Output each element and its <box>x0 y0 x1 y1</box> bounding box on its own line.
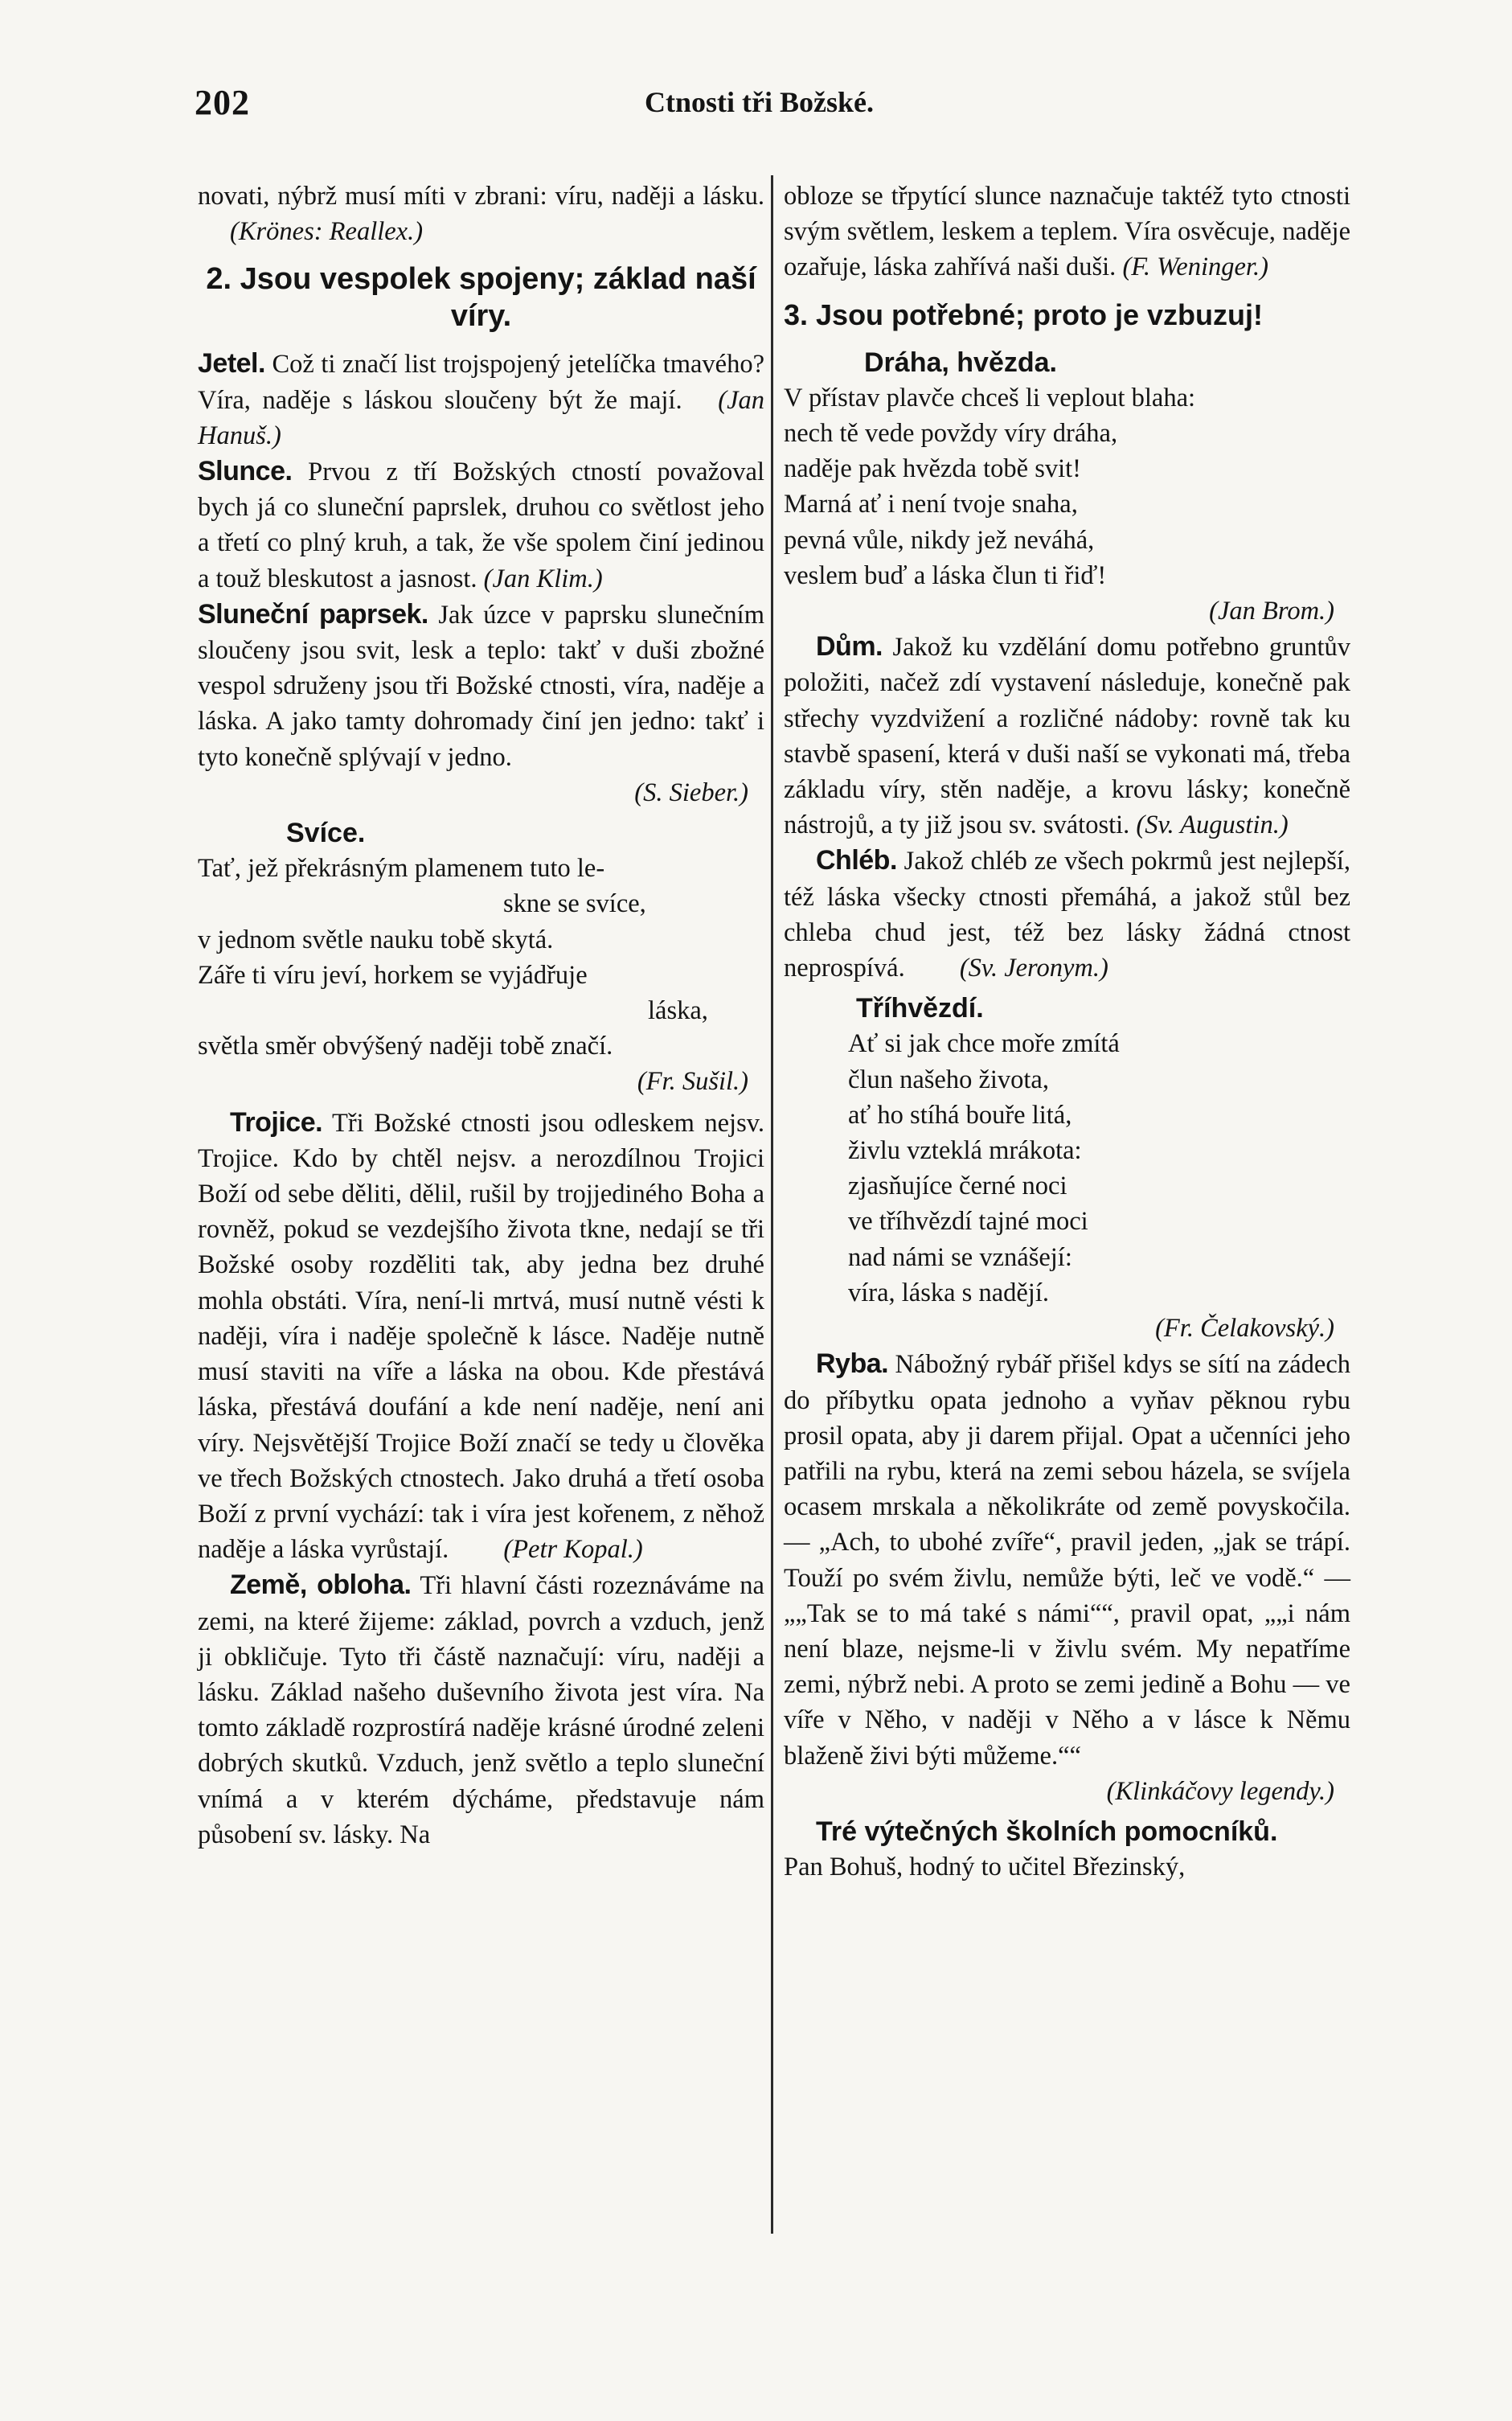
poem-trihvezdi <box>784 1026 1350 1311</box>
jetel-source: (Jan Hanuš.) <box>198 385 765 450</box>
poem-line: ať ho stíhá bouře litá, <box>848 1100 1072 1130</box>
ryba-text: Nábožný rybář přišel kdys se sítí na zádech do příbytku opata jednoho a vyňav pěknou rybu prosil opata, aby ji darem přijal. Opat a učenníci jeho patřili na rybu, která na zemi sebou házela, se svíjela ocasem mrskala a několikráte od země povyskočila. — „Ach, to ubohé zvíře“, pravil jeden, „jak se trápí. Touží po svém živlu, nemůže býti, leč ve vodě.“ — „„Tak se to má také s námi““, pravil opat, „„i nám není blaze, nejsme-li v živlu svém. My nepatříme zemi, nýbrž nebi. A proto se zemi jedině a Bohu — ve víře v Něho, v naději v Něho a v lásce k Němu blaženě živi býti můžeme.““ <box>784 1350 1350 1771</box>
poem-line: víra, láska s nadějí. <box>848 1278 1049 1307</box>
poem-line: naděje pak hvězda tobě svit! <box>784 454 1081 484</box>
dum-source: (Sv. Augustin.) <box>1136 810 1289 840</box>
paprsek-text: Jak úzce v paprsku slunečním sloučeny jsou svit, lesk a teplo: takť v duši zbožné vespol sdruženy jsou tři Božské ctnosti, víra, naděje a láska. A jako tamty dohromady činí jen jedno: takť i tyto konečně splývají v jedno. <box>198 600 764 772</box>
poem-line: pevná vůle, nikdy jež neváhá, <box>784 525 1095 555</box>
poem-line: veslem buď a láska člun ti řiď! <box>784 560 1107 590</box>
poem-line: Ať si jak chce moře zmítá <box>848 1029 1120 1059</box>
poem-line: člun našeho života, <box>848 1065 1049 1094</box>
dum-text: Jakož ku vzdělání domu potřebno gruntův položiti, načež zdí vystavení následuje, konečně pak střechy vyzdvižení a rozličné nádoby: rovně tak ku stavbě spasení, která v duši naší se vykonati má, třeba základu víry, stěn naděje, a krovu lásky; konečně nástrojů, a ty již jsou sv. svátosti. <box>784 633 1350 840</box>
entry-ryba <box>784 1346 1350 1773</box>
keyword-ryba: Ryba. <box>816 1348 889 1380</box>
keyword-dum: Dům. <box>816 631 883 663</box>
intro-text: novati, nýbrž musí míti v zbrani: víru, naději a lásku. <box>198 182 764 211</box>
left-column <box>198 178 764 1853</box>
intro-source: (Krönes: Reallex.) <box>230 217 424 247</box>
heading-pomocniku: Tré výtečných školních pomocníků. <box>816 1816 1278 1847</box>
entry-paprsek <box>198 597 764 775</box>
keyword-zeme: Země, obloha. <box>230 1570 412 1601</box>
keyword-jetel: Jetel. <box>198 348 265 380</box>
poem-line: nad námi se vznášejí: <box>848 1242 1072 1272</box>
keyword-chleb: Chléb. <box>816 845 897 876</box>
trojice-source: (Petr Kopal.) <box>503 1535 643 1565</box>
poem-line: Marná ať i není tvoje snaha, <box>784 490 1078 519</box>
continuation-text: obloze se třpytící slunce naznačuje taktéž tyto ctnosti svým světlem, leskem a teplem. Víra osvěcuje, naděje ozařuje, láska zahřívá naši duši. <box>784 182 1350 282</box>
right-column <box>784 178 1350 1885</box>
poem-line: Záře ti víru jeví, horkem se vyjádřuje <box>198 960 588 990</box>
keyword-trihvezdi: Tříhvězdí. <box>856 993 984 1024</box>
poem-line: láska, <box>648 996 708 1026</box>
page-number: 202 <box>195 83 250 122</box>
poem-svice <box>198 851 764 1064</box>
trihvezdi-source: (Fr. Čelakovský.) <box>1155 1314 1334 1344</box>
zeme-text: Tři hlavní části rozeznáváme na zemi, na které žijeme: základ, povrch a vzduch, jenž ji obkličuje. Tyto tři částě naznačují: víru, naději a lásku. Základ našeho duševního života jest víra. Na tomto základě rozprostírá naděje krásné úrodné zeleni dobrých skutků. Vzduch, jenž světlo a teplo sluneční vnímá a v kterém dýcháme, představuje nám působení sv. lásky. Na <box>198 1571 764 1849</box>
continuation-source: (F. Weninger.) <box>1122 252 1268 282</box>
slunce-source: (Jan Klim.) <box>483 564 603 593</box>
poem-line: Tať, jež překrásným plamenem tuto le- <box>198 854 605 884</box>
poem-line: světla směr obvýšený naději tobě značí. <box>198 1032 613 1061</box>
poem-line: ve tříhvězdí tajné moci <box>848 1207 1088 1237</box>
entry-slunce <box>198 453 764 597</box>
entry-jetel <box>198 346 764 453</box>
paprsek-source: (S. Sieber.) <box>634 778 748 807</box>
keyword-svice: Svíce. <box>286 818 366 849</box>
page-header <box>195 82 1304 130</box>
keyword-paprsek: Sluneční paprsek. <box>198 598 428 630</box>
entry-trojice <box>198 1105 764 1568</box>
section-heading-2: 2. Jsou vespolek spojeny; základ naší víry. <box>206 262 756 334</box>
column-divider <box>771 175 773 2234</box>
running-title: Ctnosti tři Božské. <box>645 86 874 118</box>
entry-zeme <box>198 1567 764 1853</box>
poem-line: nech tě vede povždy víry dráha, <box>784 419 1118 449</box>
poem-draha <box>784 380 1350 593</box>
slunce-text: Prvou z tří Božských ctností považoval bych já co sluneční paprslek, druhou co světlost jeho a třetí co plný kruh, a tak, že vše spolem činí jedinou a touž bleskutost a jasnost. <box>198 458 764 593</box>
section-heading-3: 3. Jsou potřebné; proto je vzbuzuj! <box>784 297 1264 331</box>
svice-source: (Fr. Sušil.) <box>637 1067 748 1097</box>
draha-source: (Jan Brom.) <box>1209 597 1334 626</box>
entry-chleb <box>784 843 1350 986</box>
keyword-slunce: Slunce. <box>198 456 293 487</box>
chleb-text: Jakož chléb ze všech pokrmů jest nejlepší, též láska všecky ctnosti přemáhá, a jakož stůl bez chleba chud jest, též bez lásky žádná ctnost neprospívá. <box>784 847 1350 983</box>
last-line: Pan Bohuš, hodný to učitel Březinský, <box>784 1853 1186 1882</box>
jetel-text: Což ti značí list trojspojený jetelíčka tmavého? Víra, naděje s láskou sloučeny být že mají. <box>198 350 764 415</box>
intro-paragraph <box>198 178 764 249</box>
continuation-paragraph <box>784 178 1350 285</box>
poem-line: v jednom světle nauku tobě skytá. <box>198 925 554 954</box>
poem-line: živlu vzteklá mrákota: <box>848 1136 1082 1166</box>
keyword-trojice: Trojice. <box>230 1106 323 1138</box>
poem-line: V přístav plavče chceš li veplout blaha: <box>784 383 1196 412</box>
poem-line: skne se svíce, <box>503 889 646 919</box>
ryba-source: (Klinkáčovy legendy.) <box>1106 1776 1334 1806</box>
trojice-text: Tři Božské ctnosti jsou odleskem nejsv. Trojice. Kdo by chtěl nejsv. a nerozdílnou Trojici Boží od sebe děliti, dělil, rušil by trojjediného Boha a rovněž, pokud se vezdejšího života tkne, nedají se tři Božské osoby rozděliti tak, aby jedna bez druhé mohla obstáti. Víra, není-li mrtvá, musí nutně vésti k naději, víra i naděje společně k lásce. Naděje nutně musí staviti na víře a láska na obou. Kde přestává láska, přestává doufání a kde není naděje, není ani víry. Nejsvětější Trojice Boží značí se tedy u člověka ve třech Božských ctnostech. Jako druhá a třetí osoba Boží z první vychází: tak i víra jest kořenem, z něhož naděje a láska vyrůstají. <box>198 1108 764 1565</box>
chleb-source: (Sv. Jeronym.) <box>959 954 1108 983</box>
entry-dum <box>784 629 1350 843</box>
poem-line: zjasňujíce černé noci <box>848 1172 1067 1201</box>
keyword-draha: Dráha, hvězda. <box>864 347 1057 378</box>
